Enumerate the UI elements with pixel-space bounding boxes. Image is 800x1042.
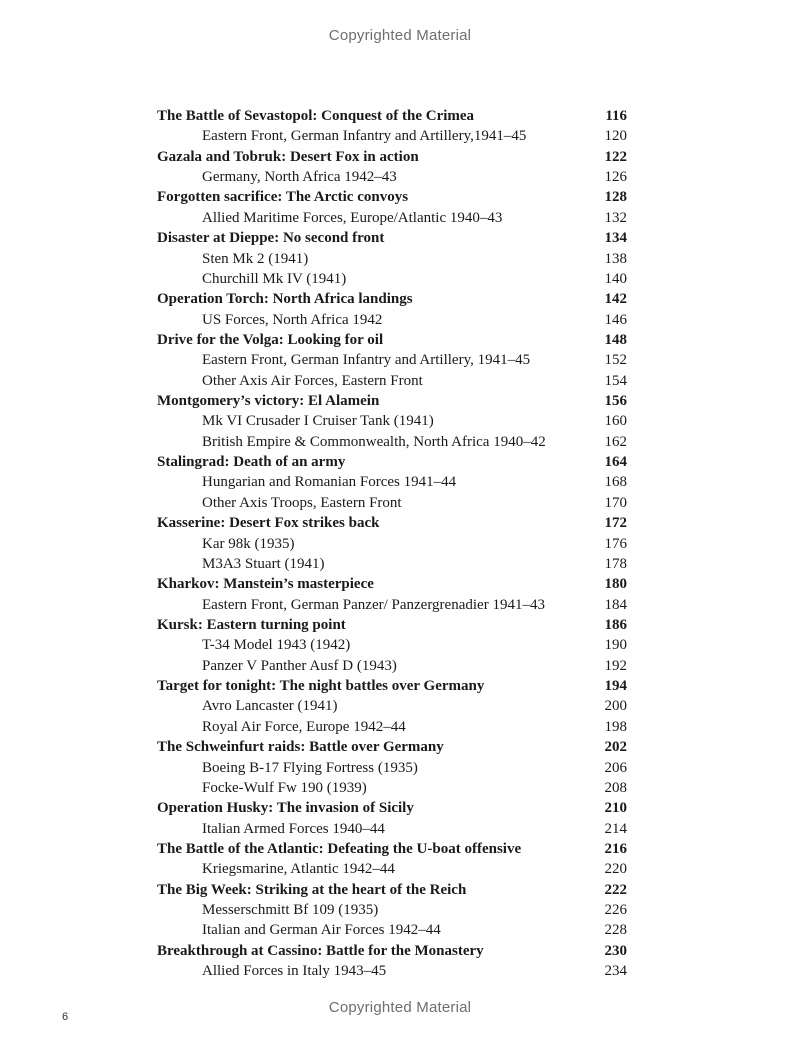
toc-chapter-entry	[157, 839, 627, 859]
toc-entry-title: Operation Husky: The invasion of Sicily	[157, 800, 414, 817]
toc-chapter-entry	[157, 391, 627, 411]
toc-sub-entry	[157, 778, 627, 798]
toc-entry-page: 168	[604, 474, 627, 491]
toc-entry-page: 142	[604, 291, 627, 308]
toc-chapter-entry	[157, 574, 627, 594]
toc-entry-title: Boeing B-17 Flying Fortress (1935)	[202, 759, 418, 776]
toc-entry-page: 138	[604, 250, 627, 267]
toc-entry-title: The Schweinfurt raids: Battle over Germany	[157, 739, 444, 756]
toc-entry-title: Panzer V Panther Ausf D (1943)	[202, 657, 397, 674]
toc-entry-title: The Battle of the Atlantic: Defeating the U-boat offensive	[157, 840, 522, 857]
toc-sub-entry	[157, 432, 627, 452]
toc-entry-title: Italian Armed Forces 1940–44	[202, 820, 385, 837]
toc-chapter-entry	[157, 941, 627, 961]
toc-entry-page: 184	[604, 596, 627, 613]
toc-entry-title: Stalingrad: Death of an army	[157, 454, 346, 471]
toc-chapter-entry	[157, 187, 627, 207]
toc-entry-page: 230	[604, 942, 627, 959]
toc-entry-title: Kriegsmarine, Atlantic 1942–44	[202, 861, 395, 878]
toc-entry-page: 214	[604, 820, 627, 837]
toc-sub-entry	[157, 635, 627, 655]
toc-sub-entry	[157, 920, 627, 940]
toc-entry-page: 190	[604, 637, 627, 654]
toc-chapter-entry	[157, 798, 627, 818]
toc-entry-page: 134	[604, 230, 627, 247]
toc-entry-page: 164	[604, 454, 627, 471]
toc-entry-page: 148	[604, 331, 627, 348]
toc-entry-page: 200	[604, 698, 627, 715]
toc-chapter-entry	[157, 513, 627, 533]
toc-entry-page: 202	[604, 739, 627, 756]
toc-entry-title: Eastern Front, German Infantry and Artillery,1941–45	[202, 128, 527, 145]
toc-entry-title: Eastern Front, German Infantry and Artillery, 1941–45	[202, 352, 531, 369]
toc-entry-title: M3A3 Stuart (1941)	[202, 555, 325, 572]
toc-entry-title: Italian and German Air Forces 1942–44	[202, 922, 441, 939]
toc-entry-page: 170	[604, 494, 627, 511]
toc-entry-title: Kharkov: Manstein’s masterpiece	[157, 576, 374, 593]
toc-entry-title: Mk VI Crusader I Cruiser Tank (1941)	[202, 413, 434, 430]
toc-entry-page: 120	[604, 128, 627, 145]
toc-entry-title: The Big Week: Striking at the heart of the Reich	[157, 881, 467, 898]
toc-entry-title: T-34 Model 1943 (1942)	[202, 637, 351, 654]
toc-sub-entry	[157, 472, 627, 492]
toc-sub-entry	[157, 595, 627, 615]
toc-entry-page: 172	[604, 515, 627, 532]
toc-chapter-entry	[157, 330, 627, 350]
toc-entry-page: 152	[604, 352, 627, 369]
toc-sub-entry	[157, 493, 627, 513]
toc-sub-entry	[157, 656, 627, 676]
copyright-watermark-top: Copyrighted Material	[328, 27, 472, 44]
toc-entry-page: 222	[604, 881, 627, 898]
toc-entry-title: Avro Lancaster (1941)	[202, 698, 338, 715]
toc-sub-entry	[157, 208, 627, 228]
toc-entry-page: 116	[605, 108, 627, 124]
toc-entry-title: Operation Torch: North Africa landings	[157, 291, 413, 308]
toc-entry-page: 154	[604, 372, 627, 389]
toc-sub-entry	[157, 126, 627, 146]
toc-entry-page: 216	[604, 840, 627, 857]
toc-entry-title: Germany, North Africa 1942–43	[202, 169, 397, 186]
toc-entry-title: Royal Air Force, Europe 1942–44	[202, 718, 406, 735]
toc-entry-page: 226	[604, 902, 627, 919]
toc-entry-page: 128	[604, 189, 627, 206]
toc-entry-page: 132	[604, 209, 627, 226]
toc-sub-entry	[157, 249, 627, 269]
toc-entry-title: Messerschmitt Bf 109 (1935)	[202, 902, 379, 919]
toc-entry-page: 186	[604, 616, 627, 633]
toc-entry-page: 180	[604, 576, 627, 593]
toc-entry-title: Other Axis Air Forces, Eastern Front	[202, 372, 423, 389]
toc-entry-title: Kasserine: Desert Fox strikes back	[157, 515, 380, 532]
toc-entry-page: 198	[604, 718, 627, 735]
toc-entry-page: 208	[604, 779, 627, 796]
toc-entry-page: 194	[604, 678, 627, 695]
table-of-contents	[157, 106, 627, 981]
toc-chapter-entry	[157, 676, 627, 696]
toc-chapter-entry	[157, 452, 627, 472]
toc-entry-title: Breakthrough at Cassino: Battle for the Monastery	[157, 942, 484, 959]
toc-chapter-entry	[157, 147, 627, 167]
toc-entry-page: 160	[604, 413, 627, 430]
toc-sub-entry	[157, 696, 627, 716]
toc-entry-page: 146	[604, 311, 627, 328]
toc-sub-entry	[157, 819, 627, 839]
toc-entry-title: Churchill Mk IV (1941)	[202, 270, 347, 287]
toc-entry-title: Sten Mk 2 (1941)	[202, 250, 309, 267]
toc-sub-entry	[157, 534, 627, 554]
toc-entry-title: Hungarian and Romanian Forces 1941–44	[202, 474, 457, 491]
toc-sub-entry	[157, 350, 627, 370]
toc-chapter-entry	[157, 615, 627, 635]
toc-entry-page: 178	[604, 555, 627, 572]
toc-entry-title: Kar 98k (1935)	[202, 535, 295, 552]
toc-sub-entry	[157, 758, 627, 778]
toc-entry-page: 140	[604, 270, 627, 287]
toc-entry-title: US Forces, North Africa 1942	[202, 311, 383, 328]
toc-entry-page: 234	[604, 963, 627, 980]
toc-entry-page: 162	[604, 433, 627, 450]
toc-entry-page: 122	[604, 148, 627, 165]
toc-entry-title: British Empire & Commonwealth, North Africa 1940–42	[202, 433, 546, 450]
toc-entry-title: Forgotten sacrifice: The Arctic convoys	[157, 189, 409, 206]
toc-sub-entry	[157, 167, 627, 187]
toc-entry-page: 192	[604, 657, 627, 674]
toc-entry-page: 156	[604, 393, 627, 410]
toc-chapter-entry	[157, 880, 627, 900]
toc-entry-title: Montgomery’s victory: El Alamein	[157, 393, 380, 410]
toc-entry-title: Target for tonight: The night battles over Germany	[157, 678, 485, 695]
toc-sub-entry	[157, 717, 627, 737]
toc-sub-entry	[157, 269, 627, 289]
toc-entry-page: 228	[604, 922, 627, 939]
toc-entry-title: The Battle of Sevastopol: Conquest of the Crimea	[157, 108, 475, 124]
toc-entry-title: Disaster at Dieppe: No second front	[157, 230, 385, 247]
toc-entry-page: 206	[604, 759, 627, 776]
toc-entry-title: Drive for the Volga: Looking for oil	[157, 331, 384, 348]
toc-entry-title: Other Axis Troops, Eastern Front	[202, 494, 402, 511]
toc-entry-page: 126	[604, 169, 627, 186]
toc-chapter-entry	[157, 228, 627, 248]
toc-chapter-entry	[157, 737, 627, 757]
toc-entry-page: 176	[604, 535, 627, 552]
toc-entry-title: Allied Maritime Forces, Europe/Atlantic 1940–43	[202, 209, 503, 226]
toc-entry-page: 210	[604, 800, 627, 817]
page-number: 6	[62, 1011, 69, 1023]
toc-chapter-entry	[157, 106, 627, 126]
toc-sub-entry	[157, 961, 627, 981]
toc-sub-entry	[157, 411, 627, 431]
toc-chapter-entry	[157, 289, 627, 309]
toc-entry-title: Focke-Wulf Fw 190 (1939)	[202, 779, 367, 796]
toc-sub-entry	[157, 310, 627, 330]
toc-sub-entry	[157, 900, 627, 920]
toc-entry-page: 220	[604, 861, 627, 878]
toc-sub-entry	[157, 859, 627, 879]
toc-entry-title: Kursk: Eastern turning point	[157, 616, 346, 633]
copyright-watermark-bottom: Copyrighted Material	[328, 999, 472, 1016]
toc-entry-title: Gazala and Tobruk: Desert Fox in action	[157, 148, 419, 165]
toc-sub-entry	[157, 371, 627, 391]
toc-entry-title: Allied Forces in Italy 1943–45	[202, 963, 387, 980]
toc-entry-title: Eastern Front, German Panzer/ Panzergrenadier 1941–43	[202, 596, 545, 613]
toc-sub-entry	[157, 554, 627, 574]
